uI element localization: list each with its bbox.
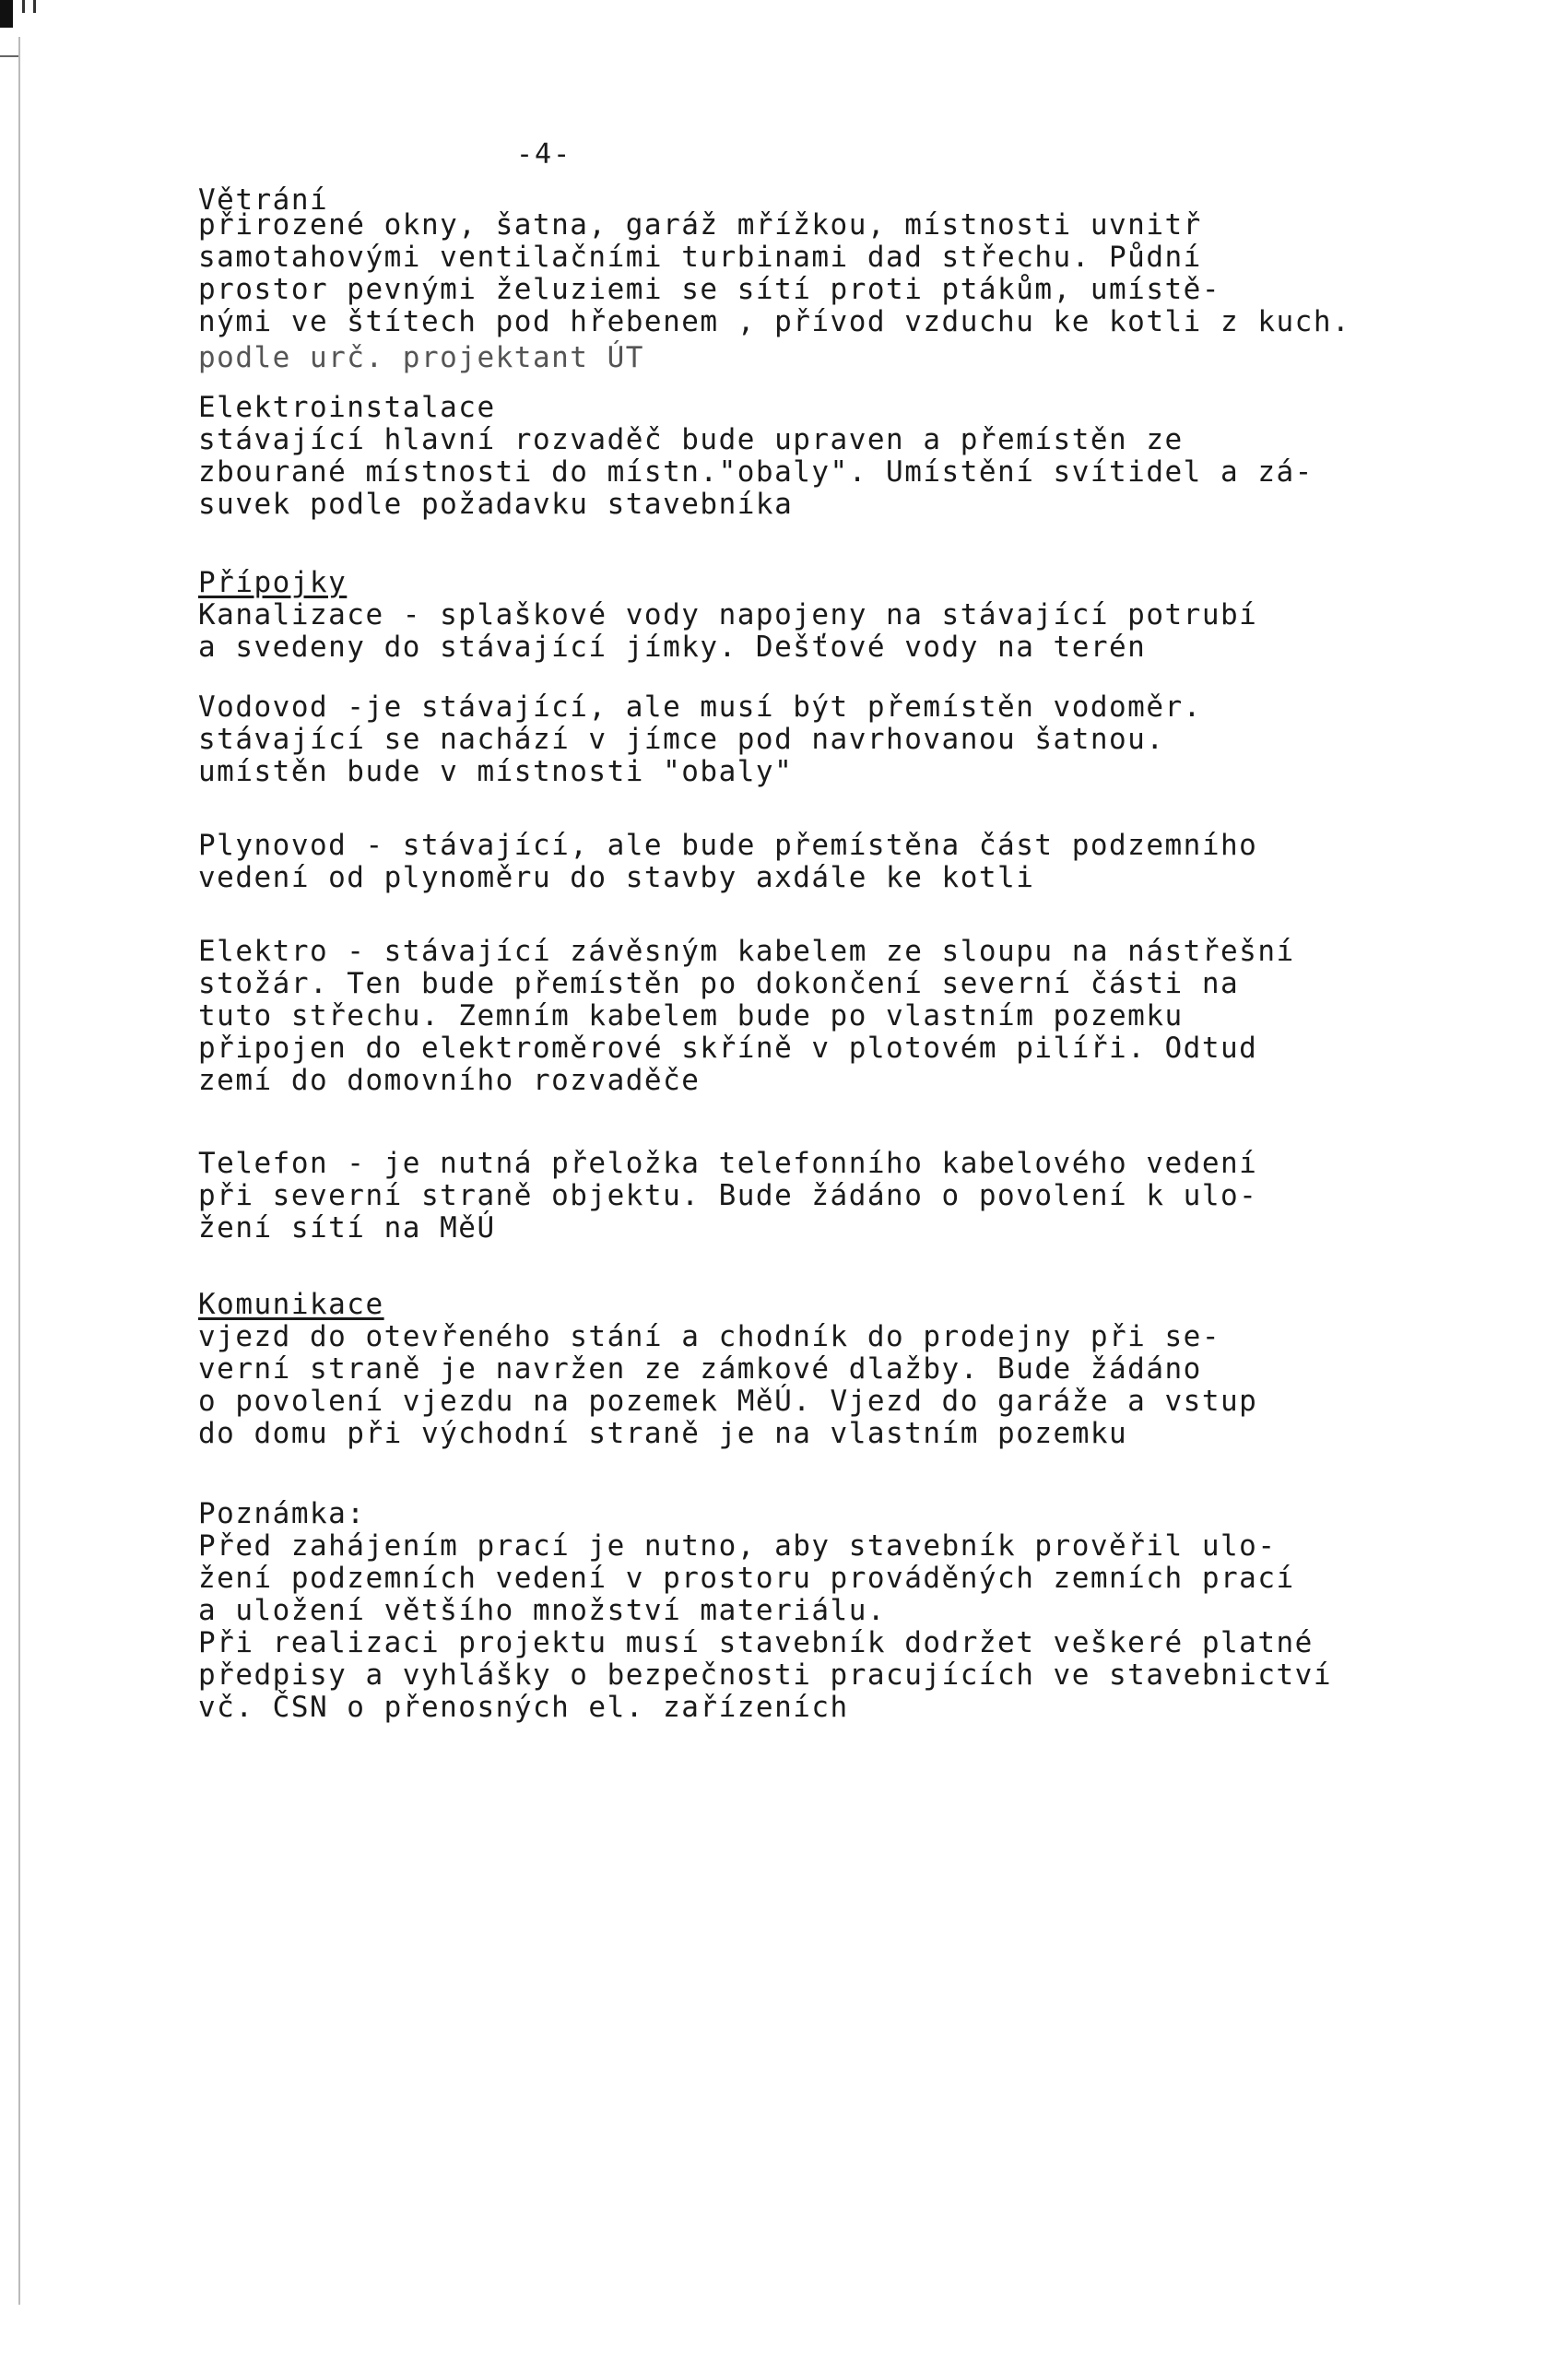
text-line: samotahovými ventilačními turbinami dad střechu. Půdní [198,241,1202,274]
text-line: umístěn bude v místnosti "obaly" [198,755,794,788]
section-heading: Elektroinstalace [198,391,496,424]
section-heading: Větrání [198,183,329,217]
text-line: žení sítí na MěÚ [198,1211,496,1245]
text-line: zemí do domovního rozvaděče [198,1064,701,1097]
section-komunikace [198,1289,1257,1450]
text-line: do domu při východní straně je na vlastním pozemku [198,1417,1128,1450]
text-line: a svedeny do stávající jímky. Dešťové vody na terén [198,631,1147,664]
text-line: stožár. Ten bude přemístěn po dokončení severní části na [198,967,1240,1000]
scan-edge-line [18,37,20,2305]
subsection-plynovod [198,830,1257,894]
text-line: o povolení vjezdu na pozemek MěÚ. Vjezd do garáže a vstup [198,1385,1258,1418]
scan-edge-stub [0,55,20,57]
text-line: suvek podle požadavku stavebníka [198,488,794,521]
text-line: stávající se nachází v jímce pod navrhovanou šatnou. [198,723,1165,756]
subsection-vodovod [198,691,1202,788]
subsection-telefon [198,1148,1257,1245]
section-pripojky [198,567,1257,664]
section-heading: Poznámka: [198,1497,366,1530]
page-number: -4- [516,138,572,171]
text-line: vč. ČSN o přenosných el. zařízeních [198,1691,849,1724]
text-line: přirozené okny, šatna, garáž mřížkou, místnosti uvnitř [198,208,1202,242]
section-vetrani [198,184,1350,374]
text-line: tuto střechu. Zemním kabelem bude po vlastním pozemku [198,999,1184,1032]
subsection-elektro [198,936,1295,1097]
scan-edge-mark [0,0,13,28]
text-line: a uložení většího množství materiálu. [198,1594,887,1627]
text-line: Kanalizace - splaškové vody napojeny na stávající potrubí [198,598,1258,631]
text-line: žení podzemních vedení v prostoru prováděných zemních prací [198,1562,1295,1595]
text-line: vjezd do otevřeného stání a chodník do prodejny při se- [198,1320,1220,1353]
text-line: podle urč. projektant ÚT [198,341,644,374]
section-poznamka [198,1498,1332,1724]
text-line: předpisy a vyhlášky o bezpečnosti pracujících ve stavebnictví [198,1658,1332,1692]
text-line: zbourané místnosti do místn."obaly". Umístění svítidel a zá- [198,455,1314,489]
text-line: stávající hlavní rozvaděč bude upraven a přemístěn ze [198,423,1184,456]
section-heading: Přípojky [198,566,348,599]
text-line: Vodovod -je stávající, ale musí být přemístěn vodoměr. [198,690,1202,724]
scan-edge-tick [22,0,25,13]
text-line: Elektro - stávající závěsným kabelem ze sloupu na nástřešní [198,935,1295,968]
text-line: připojen do elektroměrové skříně v plotovém pilíři. Odtud [198,1032,1258,1065]
text-line: vedení od plynoměru do stavby axdále ke kotli [198,861,1035,894]
section-heading: Komunikace [198,1288,384,1321]
text-line: Při realizaci projektu musí stavebník dodržet veškeré platné [198,1626,1314,1659]
text-line: prostor pevnými želuziemi se sítí proti ptákům, umístě- [198,273,1220,306]
scan-edge-tick [33,0,36,13]
text-line: při severní straně objektu. Bude žádáno o povolení k ulo- [198,1179,1258,1212]
text-line: Před zahájením prací je nutno, aby stavebník prověřil ulo- [198,1529,1277,1563]
section-elektroinstalace [198,392,1314,521]
text-line: nými ve štítech pod hřebenem , přívod vzduchu ke kotli z kuch. [198,305,1351,338]
text-line: verní straně je navržen ze zámkové dlažby. Bude žádáno [198,1352,1202,1386]
text-line: Telefon - je nutná přeložka telefonního kabelového vedení [198,1147,1258,1180]
text-line: Plynovod - stávající, ale bude přemístěna část podzemního [198,829,1258,862]
